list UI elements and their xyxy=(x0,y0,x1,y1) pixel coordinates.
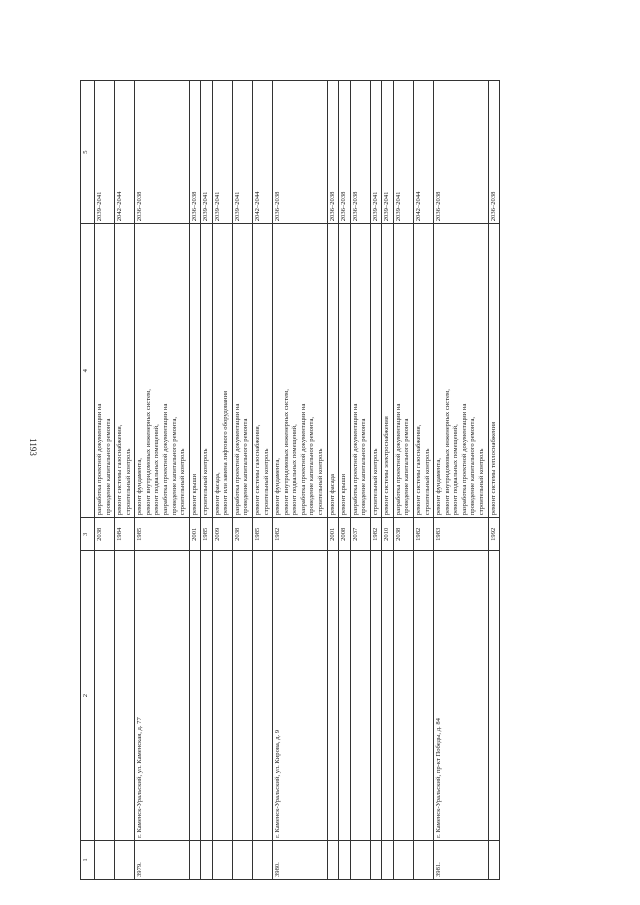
row-number-cell xyxy=(350,840,370,879)
table-row xyxy=(327,81,339,880)
period-cell: 2039–2041 xyxy=(393,81,413,224)
row-number-cell xyxy=(327,840,339,879)
work-type-cell xyxy=(232,224,252,518)
work-type-cell xyxy=(434,224,488,518)
address-cell xyxy=(327,551,339,840)
row-number-cell xyxy=(414,840,434,879)
year-cell: 1985 xyxy=(201,518,213,551)
address-cell xyxy=(189,551,201,840)
address-cell xyxy=(370,551,382,840)
work-type-cell xyxy=(339,224,351,518)
table-row xyxy=(189,81,201,880)
work-line: ремонт подвальных помещений, xyxy=(452,424,460,516)
work-line: строительный контроль xyxy=(423,448,431,516)
year-cell: 1985 xyxy=(135,518,189,551)
work-line: проведение капитального ремонта xyxy=(242,418,250,516)
year-cell: 2009 xyxy=(212,518,232,551)
repair-schedule-table xyxy=(80,80,500,880)
work-line: ремонт внутридомовых инженерных систем, xyxy=(144,389,152,516)
address-cell xyxy=(212,551,232,840)
address-cell xyxy=(350,551,370,840)
table-row xyxy=(115,81,135,880)
work-line: разработка проектной документации на xyxy=(96,403,103,516)
period-cell: 2039–2041 xyxy=(201,81,213,224)
work-type-cell xyxy=(115,224,135,518)
row-number-cell xyxy=(115,840,135,879)
year-cell: 1984 xyxy=(115,518,135,551)
year-cell: 2037 xyxy=(350,518,370,551)
work-type-cell xyxy=(414,224,434,518)
work-line: ремонт внутридомовых инженерных систем, xyxy=(282,389,290,516)
address-cell xyxy=(488,551,500,840)
work-line: строительный контроль xyxy=(371,448,379,516)
page-number: 1193 xyxy=(27,438,38,456)
address-cell: г. Каменск-Уральский, ул. Каменская, д. 77 xyxy=(135,551,189,840)
year-cell: 1982 xyxy=(273,518,327,551)
work-line: строительный контроль xyxy=(477,448,485,516)
period-cell: 2039–2041 xyxy=(95,81,115,224)
address-cell xyxy=(382,551,394,840)
column-header: 2 xyxy=(81,551,95,840)
period-cell: 2036–2038 xyxy=(327,81,339,224)
row-number-cell xyxy=(393,840,413,879)
work-line: ремонт подвальных помещений, xyxy=(153,424,161,516)
column-header: 3 xyxy=(81,518,95,551)
row-number-cell xyxy=(488,840,500,879)
row-number-cell xyxy=(339,840,351,879)
work-type-cell xyxy=(273,224,327,518)
work-type-cell xyxy=(212,224,232,518)
period-cell: 2039–2041 xyxy=(232,81,252,224)
row-number-cell: 3980. xyxy=(273,840,327,879)
work-type-cell xyxy=(327,224,339,518)
row-number-cell xyxy=(189,840,201,879)
year-cell: 2038 xyxy=(95,518,115,551)
work-line: разработка проектной документации на xyxy=(460,403,468,516)
row-number-cell xyxy=(95,840,115,879)
table-row xyxy=(273,81,327,880)
column-header: 4 xyxy=(81,224,95,518)
table-row xyxy=(201,81,213,880)
work-line: разработка проектной документации на xyxy=(299,403,307,516)
year-cell: 1985 xyxy=(253,518,273,551)
period-cell: 2036–2038 xyxy=(350,81,370,224)
year-cell: 1982 xyxy=(370,518,382,551)
work-line: разработка проектной документации на xyxy=(233,403,241,516)
year-cell: 1982 xyxy=(414,518,434,551)
period-cell: 2036–2038 xyxy=(434,81,488,224)
work-type-cell xyxy=(95,224,115,518)
year-cell: 2038 xyxy=(393,518,413,551)
period-cell: 2039–2041 xyxy=(370,81,382,224)
work-line: строительный контроль xyxy=(124,448,132,516)
work-type-cell xyxy=(370,224,382,518)
year-cell: 2010 xyxy=(382,518,394,551)
work-type-cell xyxy=(350,224,370,518)
table-row xyxy=(135,81,189,880)
year-cell: 1992 xyxy=(488,518,500,551)
address-cell xyxy=(201,551,213,840)
address-cell xyxy=(414,551,434,840)
work-line: ремонт фасада xyxy=(328,474,336,516)
year-cell: 2001 xyxy=(189,518,201,551)
work-type-cell xyxy=(488,224,500,518)
address-cell xyxy=(95,551,115,840)
work-line: строительный контроль xyxy=(179,448,187,516)
address-cell: г. Каменск-Уральский, ул. Кирова, д. 9 xyxy=(273,551,327,840)
period-cell: 2036–2038 xyxy=(488,81,500,224)
address-cell xyxy=(232,551,252,840)
address-cell: г. Каменск-Уральский, пр-кт Победы, д. 84 xyxy=(434,551,488,840)
row-number-cell: 3979. xyxy=(135,840,189,879)
table-row xyxy=(382,81,394,880)
address-cell xyxy=(393,551,413,840)
column-header: 1 xyxy=(81,840,95,879)
work-type-cell xyxy=(189,224,201,518)
work-line: ремонт подвальных помещений, xyxy=(291,424,299,516)
table-row xyxy=(339,81,351,880)
work-line: проведение капитального ремонта xyxy=(360,418,368,516)
period-cell: 2036–2038 xyxy=(273,81,327,224)
address-cell xyxy=(253,551,273,840)
row-number-cell xyxy=(212,840,232,879)
work-line: ремонт фасада, xyxy=(213,472,221,516)
work-line: строительный контроль xyxy=(202,448,210,516)
work-line: ремонт или замена лифтового оборудования xyxy=(222,390,230,516)
work-line: ремонт внутридомовых инженерных систем, xyxy=(443,389,451,516)
work-line: ремонт системы газоснабжения, xyxy=(116,424,124,516)
work-line: проведение капитального ремонта, xyxy=(170,416,178,516)
table-row xyxy=(212,81,232,880)
work-line: строительный контроль xyxy=(316,448,324,516)
address-cell xyxy=(115,551,135,840)
table-row xyxy=(488,81,500,880)
row-number-cell: 3981. xyxy=(434,840,488,879)
year-cell: 2038 xyxy=(232,518,252,551)
column-header: 5 xyxy=(81,81,95,224)
work-line: проведение капитального ремонта xyxy=(104,418,112,516)
period-cell: 2039–2041 xyxy=(212,81,232,224)
table-row xyxy=(253,81,273,880)
work-line: ремонт фундамента, xyxy=(435,458,443,516)
work-line: ремонт крыши xyxy=(190,473,198,516)
work-line: ремонт крыши xyxy=(340,473,348,516)
work-type-cell xyxy=(382,224,394,518)
work-line: проведение капитального ремонта, xyxy=(308,416,316,516)
table-row xyxy=(370,81,382,880)
work-line: ремонт системы электроснабжения xyxy=(383,416,391,516)
row-number-cell xyxy=(232,840,252,879)
work-type-cell xyxy=(201,224,213,518)
table-row xyxy=(434,81,488,880)
period-cell: 2042–2044 xyxy=(115,81,135,224)
work-line: проведение капитального ремонта, xyxy=(469,416,477,516)
work-line: ремонт системы газоснабжения, xyxy=(415,424,422,516)
table-body xyxy=(95,81,500,880)
table-row xyxy=(350,81,370,880)
table-row xyxy=(95,81,115,880)
period-cell: 2036–2038 xyxy=(339,81,351,224)
work-line: строительный контроль xyxy=(262,448,270,516)
table-row xyxy=(414,81,434,880)
period-cell: 2042–2044 xyxy=(253,81,273,224)
work-type-cell xyxy=(135,224,189,518)
work-line: ремонт системы газоснабжения, xyxy=(254,424,261,516)
table-row xyxy=(393,81,413,880)
period-cell: 2036–2038 xyxy=(189,81,201,224)
work-line: ремонт фундамента, xyxy=(274,458,282,516)
row-number-cell xyxy=(201,840,213,879)
work-line: разработка проектной документации на xyxy=(161,403,169,516)
year-cell: 1983 xyxy=(434,518,488,551)
period-cell: 2039–2041 xyxy=(382,81,394,224)
year-cell: 2008 xyxy=(339,518,351,551)
work-line: разработка проектной документации на xyxy=(394,403,402,516)
row-number-cell xyxy=(382,840,394,879)
row-number-cell xyxy=(253,840,273,879)
work-line: разработка проектной документации на xyxy=(351,403,359,516)
year-cell: 2001 xyxy=(327,518,339,551)
address-cell xyxy=(339,551,351,840)
work-line: ремонт системы теплоснабжения xyxy=(489,421,497,516)
work-line: ремонт фундамента, xyxy=(136,458,144,516)
period-cell: 2036–2038 xyxy=(135,81,189,224)
rotated-page xyxy=(80,80,603,880)
row-number-cell xyxy=(370,840,382,879)
work-type-cell xyxy=(393,224,413,518)
table-row xyxy=(232,81,252,880)
work-type-cell xyxy=(253,224,273,518)
work-line: проведение капитального ремонта xyxy=(403,418,411,516)
period-cell: 2042–2044 xyxy=(414,81,434,224)
header-row xyxy=(81,81,95,880)
